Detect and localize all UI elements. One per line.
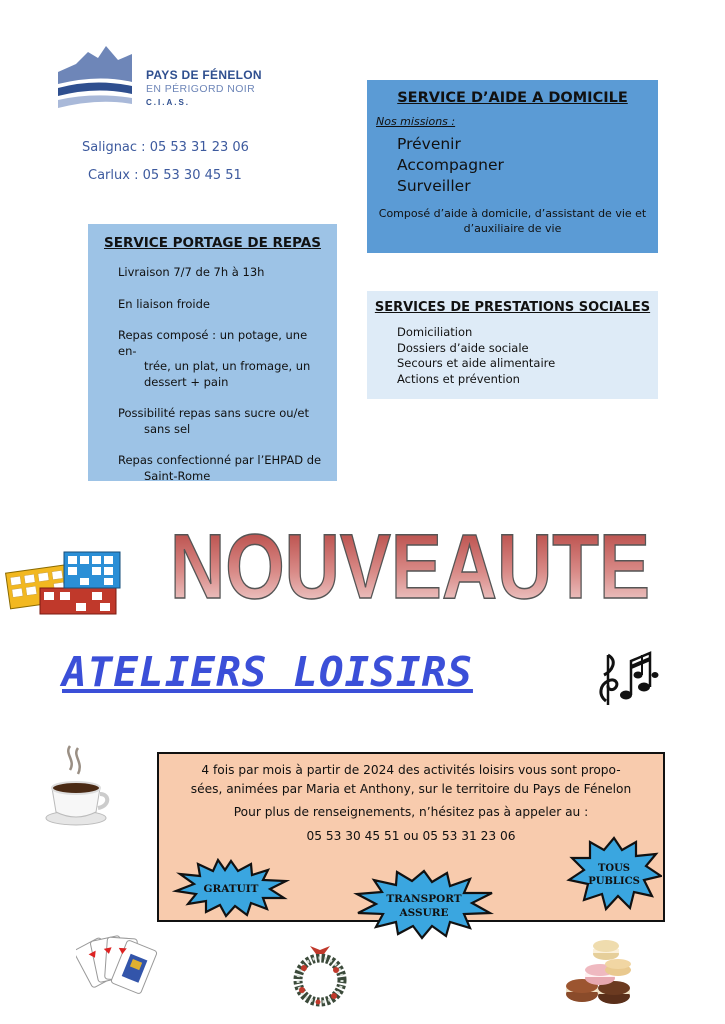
repas-item-text: Livraison 7/7 de 7h à 13h	[118, 265, 265, 279]
playing-cards-icon	[76, 930, 162, 1010]
repas-item-continuation: trée, un plat, un fromage, un dessert + pain	[144, 359, 311, 389]
repas-item-text: En liaison froide	[118, 296, 210, 311]
logo-line-1: PAYS DE FÉNELON	[146, 68, 262, 82]
headline-nouveaute	[0, 510, 725, 620]
info-line-3: Pour plus de renseignements, n’hésitez pas à appeler au :	[233, 805, 589, 819]
badge-tous-text-2: PUBLICS	[588, 876, 640, 887]
mission-item: Prévenir	[397, 135, 461, 153]
mission-item: Accompagner	[397, 156, 504, 174]
music-notes-icon	[594, 645, 660, 709]
repas-item-text: Possibilité repas sans sucre ou/et	[118, 406, 309, 420]
aide-title: SERVICE D’AIDE A DOMICILE	[397, 90, 628, 106]
repas-item	[118, 297, 325, 313]
sociales-item: Domiciliation	[397, 325, 473, 339]
ateliers-loisirs-title: ATELIERS LOISIRS	[62, 648, 473, 696]
repas-item	[118, 265, 325, 281]
christmas-wreath-icon	[288, 940, 352, 1012]
coffee-cup-icon	[44, 742, 110, 828]
repas-item	[118, 406, 325, 437]
info-phone-line: 05 53 30 45 51 ou 05 53 31 23 06	[306, 829, 516, 843]
phone-carlux: Carlux : 05 53 30 45 51	[88, 168, 242, 183]
service-portage-repas-box	[88, 224, 337, 481]
repas-item-continuation: Saint-Rome	[144, 468, 211, 483]
headline-text: NOUVEAUTE	[170, 516, 650, 618]
badge-gratuit-text: GRATUIT	[203, 883, 259, 895]
badge-transport-text-1: TRANSPORT	[386, 893, 462, 905]
macarons-icon	[560, 932, 640, 1010]
repas-item-continuation: sans sel	[144, 421, 191, 436]
sociales-item: Secours et aide alimentaire	[397, 356, 556, 370]
service-aide-domicile-box	[367, 80, 658, 253]
logo-text	[146, 68, 262, 107]
logo-line-2: EN PÉRIGORD NOIR	[146, 83, 256, 95]
sociales-title: SERVICES DE PRESTATIONS SOCIALES	[374, 300, 651, 315]
services-prestations-sociales-box	[367, 291, 658, 399]
info-line-1: 4 fois par mois à partir de 2024 des activités loisirs vous sont propo-	[201, 763, 621, 777]
repas-item	[118, 453, 325, 484]
badge-tous-publics	[566, 836, 662, 912]
badge-gratuit	[172, 858, 290, 918]
repas-title: SERVICE PORTAGE DE REPAS	[104, 235, 321, 251]
badge-tous-text-1: TOUS	[597, 863, 631, 874]
aide-description: Composé d’aide à domicile, d’assistant de vie et d’auxiliaire de vie	[378, 207, 647, 235]
mission-item: Surveiller	[397, 177, 471, 195]
info-line-2: sées, animées par Maria et Anthony, sur le territoire du Pays de Fénelon	[190, 782, 632, 796]
logo-mountains-icon	[58, 44, 132, 108]
repas-item-text: Repas confectionné par l’EHPAD de	[118, 453, 322, 467]
repas-item	[118, 328, 325, 390]
badge-transport-text-2: ASSURE	[399, 907, 449, 919]
missions-label: Nos missions :	[376, 115, 456, 128]
sociales-item: Dossiers d’aide sociale	[397, 340, 529, 355]
repas-item-text: Repas composé : un potage, une en-	[118, 328, 308, 358]
badge-transport-assure	[352, 868, 496, 940]
logo-line-3: C.I.A.S.	[146, 98, 191, 107]
sociales-item: Actions et prévention	[397, 371, 520, 386]
phone-salignac: Salignac : 05 53 31 23 06	[82, 140, 249, 155]
